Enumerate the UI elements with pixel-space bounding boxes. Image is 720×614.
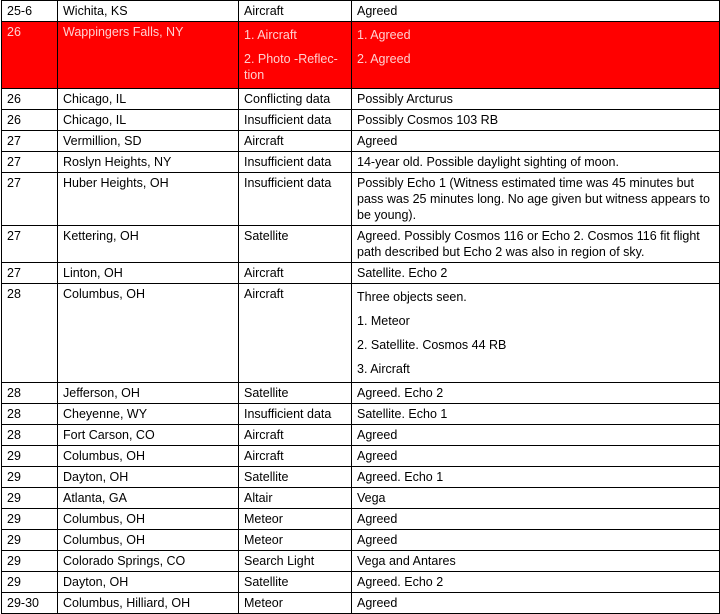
explanation-cell: Aircraft <box>239 446 352 467</box>
location-cell: Atlanta, GA <box>58 488 239 509</box>
conclusion-cell <box>352 284 720 383</box>
explanation-cell: Satellite <box>239 467 352 488</box>
date-cell: 27 <box>2 263 58 284</box>
date-cell: 27 <box>2 131 58 152</box>
explanation-cell: Insufficient data <box>239 173 352 226</box>
date-cell: 27 <box>2 173 58 226</box>
date-cell: 29 <box>2 530 58 551</box>
location-cell: Linton, OH <box>58 263 239 284</box>
explanation-line: 2. Photo -Reflec-tion <box>244 52 338 82</box>
location-cell: Columbus, OH <box>58 530 239 551</box>
conclusion-cell: Possibly Echo 1 (Witness estimated time was 45 minutes but pass was 25 minutes long. No age given but witness appears to be young). <box>352 173 720 226</box>
location-cell: Columbus, OH <box>58 509 239 530</box>
explanation-cell: Meteor <box>239 593 352 614</box>
table-row <box>2 22 720 89</box>
table-row <box>2 173 720 226</box>
conclusion-cell: Satellite. Echo 1 <box>352 404 720 425</box>
conclusion-cell: Possibly Cosmos 103 RB <box>352 110 720 131</box>
table-row <box>2 530 720 551</box>
conclusion-cell: Satellite. Echo 2 <box>352 263 720 284</box>
conclusion-line: 1. Meteor <box>357 314 410 328</box>
conclusion-cell: Agreed. Echo 1 <box>352 467 720 488</box>
explanation-cell: Satellite <box>239 226 352 263</box>
location-cell: Jefferson, OH <box>58 383 239 404</box>
table-row <box>2 284 720 383</box>
table-row <box>2 226 720 263</box>
table-row <box>2 263 720 284</box>
conclusion-cell: Agreed <box>352 593 720 614</box>
conclusion-cell: Agreed <box>352 131 720 152</box>
explanation-cell: Satellite <box>239 383 352 404</box>
date-cell: 28 <box>2 383 58 404</box>
date-cell: 29 <box>2 509 58 530</box>
location-cell: Columbus, OH <box>58 284 239 383</box>
location-cell: Wichita, KS <box>58 1 239 22</box>
explanation-cell: Search Light <box>239 551 352 572</box>
conclusion-cell: Vega and Antares <box>352 551 720 572</box>
location-cell: Colorado Springs, CO <box>58 551 239 572</box>
date-cell: 28 <box>2 404 58 425</box>
conclusion-line: 2. Satellite. Cosmos 44 RB <box>357 338 507 352</box>
table-row <box>2 446 720 467</box>
conclusion-cell: 14-year old. Possible daylight sighting of moon. <box>352 152 720 173</box>
explanation-cell: Meteor <box>239 530 352 551</box>
conclusion-cell: Agreed <box>352 530 720 551</box>
location-cell: Vermillion, SD <box>58 131 239 152</box>
date-cell: 29 <box>2 551 58 572</box>
explanation-cell: Insufficient data <box>239 404 352 425</box>
table-row <box>2 152 720 173</box>
location-cell: Columbus, OH <box>58 446 239 467</box>
conclusion-line: 1. Agreed <box>357 28 411 42</box>
location-cell: Kettering, OH <box>58 226 239 263</box>
table-row <box>2 425 720 446</box>
sightings-table <box>1 0 720 614</box>
conclusion-line: Three objects seen. <box>357 290 467 304</box>
explanation-cell: Altair <box>239 488 352 509</box>
explanation-cell: Aircraft <box>239 1 352 22</box>
conclusion-cell: Possibly Arcturus <box>352 89 720 110</box>
location-cell: Dayton, OH <box>58 572 239 593</box>
location-cell: Dayton, OH <box>58 467 239 488</box>
date-cell: 28 <box>2 284 58 383</box>
location-cell: Huber Heights, OH <box>58 173 239 226</box>
conclusion-cell: Vega <box>352 488 720 509</box>
explanation-cell <box>239 22 352 89</box>
explanation-cell: Aircraft <box>239 284 352 383</box>
location-cell: Fort Carson, CO <box>58 425 239 446</box>
explanation-cell: Meteor <box>239 509 352 530</box>
location-cell: Roslyn Heights, NY <box>58 152 239 173</box>
explanation-cell: Conflicting data <box>239 89 352 110</box>
date-cell: 26 <box>2 110 58 131</box>
table-row <box>2 110 720 131</box>
table-row <box>2 89 720 110</box>
location-cell: Chicago, IL <box>58 110 239 131</box>
sightings-table-body <box>2 1 720 614</box>
conclusion-cell: Agreed <box>352 446 720 467</box>
explanation-cell: Aircraft <box>239 131 352 152</box>
explanation-cell: Insufficient data <box>239 110 352 131</box>
conclusion-cell: Agreed <box>352 1 720 22</box>
conclusion-cell <box>352 22 720 89</box>
conclusion-cell: Agreed. Possibly Cosmos 116 or Echo 2. Cosmos 116 fit flight path described but Echo 2 was also in region of sky. <box>352 226 720 263</box>
location-cell: Cheyenne, WY <box>58 404 239 425</box>
date-cell: 27 <box>2 226 58 263</box>
date-cell: 29 <box>2 572 58 593</box>
location-cell: Columbus, Hilliard, OH <box>58 593 239 614</box>
date-cell: 26 <box>2 89 58 110</box>
explanation-cell: Aircraft <box>239 425 352 446</box>
conclusion-cell: Agreed <box>352 425 720 446</box>
date-cell: 29 <box>2 467 58 488</box>
date-cell: 27 <box>2 152 58 173</box>
table-row <box>2 509 720 530</box>
date-cell: 25-6 <box>2 1 58 22</box>
date-cell: 29 <box>2 488 58 509</box>
location-cell: Wappingers Falls, NY <box>58 22 239 89</box>
table-row <box>2 1 720 22</box>
table-row <box>2 572 720 593</box>
table-row <box>2 488 720 509</box>
table-row <box>2 467 720 488</box>
explanation-line: 1. Aircraft <box>244 28 297 42</box>
location-cell: Chicago, IL <box>58 89 239 110</box>
table-row <box>2 131 720 152</box>
date-cell: 26 <box>2 22 58 89</box>
date-cell: 29-30 <box>2 593 58 614</box>
explanation-cell: Aircraft <box>239 263 352 284</box>
table-row <box>2 593 720 614</box>
conclusion-line: 3. Aircraft <box>357 362 410 376</box>
conclusion-cell: Agreed. Echo 2 <box>352 572 720 593</box>
explanation-cell: Satellite <box>239 572 352 593</box>
conclusion-line: 2. Agreed <box>357 52 411 66</box>
table-row <box>2 404 720 425</box>
conclusion-cell: Agreed. Echo 2 <box>352 383 720 404</box>
conclusion-cell: Agreed <box>352 509 720 530</box>
table-row <box>2 551 720 572</box>
explanation-cell: Insufficient data <box>239 152 352 173</box>
table-row <box>2 383 720 404</box>
date-cell: 28 <box>2 425 58 446</box>
date-cell: 29 <box>2 446 58 467</box>
